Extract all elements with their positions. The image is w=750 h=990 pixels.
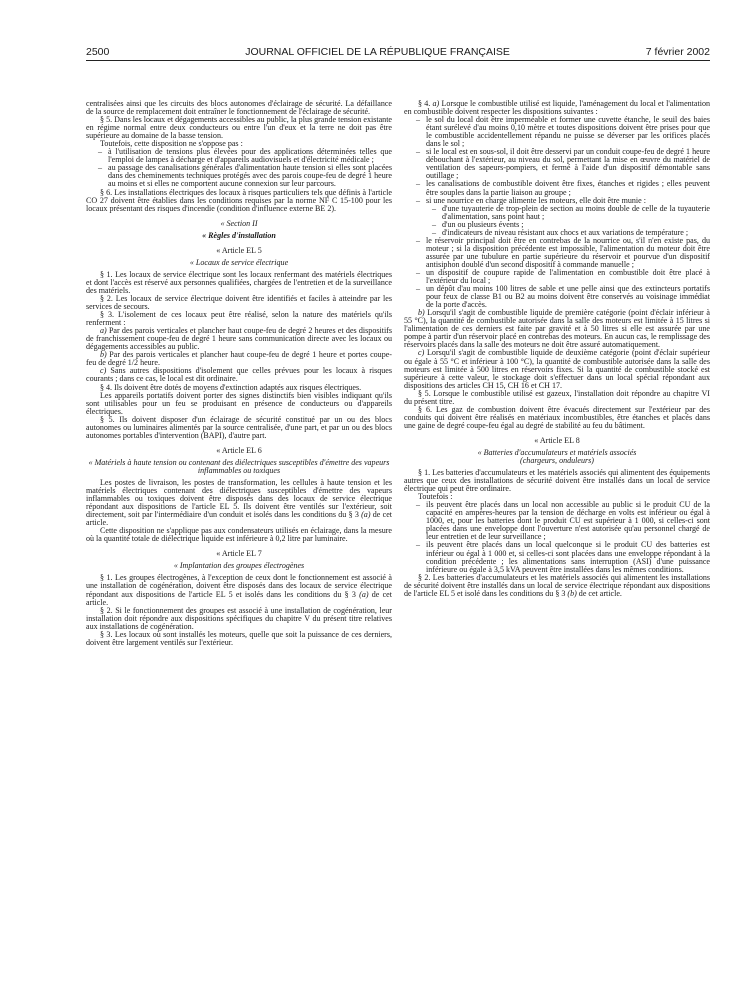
paragraph-text: Lorsque le combustible utilisé est liquide, l'aménagement du local et l'alimentation en combustible doivent respecter les dispositions suivantes : [404,99,710,117]
paragraph: Toutefois : [418,492,453,502]
paragraph: § 3. Les locaux où sont installés les moteurs, quelle que soit la puissance de ces derniers, doivent être largement ventilés sur l'extérieur. [86,629,392,647]
item-label: c) [100,366,107,376]
left-column [86,100,392,647]
article-heading: « Article EL 5 [216,245,262,255]
paragraph-ref: (a) [358,510,371,520]
item-text: Lorsqu'il s'agit de combustible liquide de deuxième catégorie (point d'éclair supérieur ou égale à 55 °C et inférieur à 100 °C), la quantité de combustible autorisée dans la salle des moteurs est limitée à 500 litres en réservoirs fixes. Si la quantité de combustible stocké est supérieure à cette valeur, le stockage doit s'effectuer dans un local spécial répondant aux dispositions des articles CH 15, CH 16 et CH 17. [404,348,710,390]
article-heading: « Article EL 8 [534,435,580,445]
article-title: « Batteries d'accumulateurs et matériels associés [477,447,637,457]
right-column [404,100,710,647]
paragraph: § 5. Dans les locaux et dégagements accessibles au public, la plus grande tension existante en régime normal entre deux conducteurs ou entre l'un d'eux et la terre ne doit pas être supérieure au domaine de la basse tension. [86,115,392,141]
paragraph: § 3. L'isolement de ces locaux peut être réalisé, selon la nature des matériels qu'ils renferment : [86,310,392,328]
paragraph-text: § 1. Les groupes électrogènes, à l'exception de ceux dont le fonctionnement est associé à une installation de cogénération, doivent être disposés dans des locaux de service électrique répondant aux dispositions de l'article EL 5 et isolés dans les conditions du § 3 [86,573,392,599]
article-title: « Matériels à haute tension ou contenant des diélectriques susceptibles d'émettre des vapeurs inflammables ou toxiques [88,457,390,475]
list-item: – le réservoir principal doit être en contrebas de la nourrice ou, s'il n'en existe pas, du moteur ; si la disposition précédente est impossible, l'alimentation du moteur doit être assurée par une tubulure en partie supérieure du réservoir et pourvue d'un dispositif antisiphon doublé d'un second dispositif à commande manuelle ; [418,237,710,269]
paragraph: § 1. Les locaux de service électrique sont les locaux renfermant des matériels électriques et dont l'accès est réservé aux personnes qualifiées, chargées de l'entretien et de la surveillance des matériels. [86,269,392,295]
item-label: a) [430,99,440,108]
list-item: – d'indicateurs de niveau résistant aux chocs et aux variations de température ; [434,229,710,237]
list-item: – les canalisations de combustible doivent être fixes, étanches et rigides ; elles peuvent être souples dans la partie liaison au groupe ; [418,180,710,196]
list-item: – d'un ou plusieurs évents ; [434,221,710,229]
paragraph [404,349,710,389]
publication-date: 7 février 2002 [645,46,710,58]
paragraph [404,574,710,598]
paragraph [86,367,392,383]
list-item: – un dépôt d'au moins 100 litres de sable et une pelle ainsi que des extincteurs portatifs pour feux de classe B1 ou B2 au moins doivent être conservés au voisinage immédiat de la porte d'accès. [418,285,710,309]
nested-dash-list [426,205,710,237]
two-column-body [86,100,710,647]
paragraph-text: § 2. Les batteries d'accumulateurs et les matériels associés qui alimentent les installations de sécurité doivent être installés dans un local de service électrique répondant aux dispositions de l'article EL 5 et isolé dans les conditions du § 3 [404,572,710,598]
paragraph: § 1. Les batteries d'accumulateurs et les matériels associés qui alimentent des équipements autres que ceux des installations de sécurité doivent être installés dans un local de service électrique qui peut être ordinaire. [404,468,710,494]
paragraph: centralisées ainsi que les circuits des blocs autonomes d'éclairage de sécurité. La défaillance de la source de remplacement doit entraîner le fonctionnement de l'éclairage de sécurité. [86,99,392,117]
paragraph-ref: (a) [355,589,369,599]
page-number: 2500 [86,46,110,58]
list-item-text: si une nourrice en charge alimente les moteurs, elle doit être munie : [426,195,646,205]
dash-list [86,148,392,188]
list-item: – le sol du local doit être imperméable et former une cuvette étanche, le seuil des baies étant surélevé d'au moins 0,10 mètre et toutes dispositions doivent être prises pour que le combustible accidentellement répandu ne puisse se déverser par les orifices placés dans le sol ; [418,116,710,148]
paragraph: § 2. Les locaux de service électrique doivent être identifiés et faciles à atteindre par les services de secours. [86,293,392,312]
item-label: a) [100,326,107,336]
list-item: – un dispositif de coupure rapide de l'alimentation en combustible doit être placé à l'extérieur du local ; [418,269,710,285]
paragraph-end: de cet article. [86,589,392,607]
article-title: « Locaux de service électrique [189,257,289,267]
paragraph: § 5. Ils doivent disposer d'un éclairage de sécurité constitué par un ou des blocs autonomes ou luminaires alimentés par la source centralisée, d'une part, et par un ou des blocs autonomes portables d'intervention (BAPI), d'autre part. [86,414,392,440]
list-item: – à l'utilisation de tensions plus élevées pour des applications déterminées telles que l'emploi de lampes à décharge et d'appareils audiovisuels et d'électricité médicale ; [100,148,392,164]
paragraph-ref: (b) [565,588,577,598]
article-heading: « Article EL 6 [216,445,262,455]
item-text: Lorsqu'il s'agit de combustible liquide de première catégorie (point d'éclair inférieur à 55 °C), la quantité de combustible autorisée dans la salle des moteurs est limitée à 15 litres si l'alimentation de ces derniers est faite par gravité et à 50 litres si elle est assurée par une pompe à partir d'un réservoir placé en contrebas des moteurs. En aucun cas, le remplissage des réservoirs placés dans la salle des moteurs ne doit être assuré automatiquement. [404,308,710,350]
paragraph [86,351,392,367]
paragraph [404,100,710,116]
list-item: – d'une tuyauterie de trop-plein de section au moins double de celle de la tuyauterie d'alimentation, sans point haut ; [434,205,710,221]
list-item: – au passage des canalisations générales d'alimentation haute tension si elles sont placées dans des cheminements techniques protégés avec des parois coupe-feu de degré 1 heure au moins et si elles ne comportent aucune connexion sur leur parcours. [100,164,392,188]
dash-list [404,116,710,309]
paragraph: § 5. Lorsque le combustible utilisé est gazeux, l'installation doit répondre au chapitre VI du présent titre. [404,388,710,406]
paragraph: § 6. Les gaz de combustion doivent être évacués directement sur l'extérieur par des conduits qui doivent être réalisés en matériaux incombustibles, être étanches et placés dans une gaine de degré coupe-feu égal au degré de stabilité au feu du bâtiment. [404,404,710,430]
item-label: b) [100,350,107,360]
list-item: – ils peuvent être placés dans un local non accessible au public si le produit CU de la capacité en ampères-heures par la tension de décharge en volts est inférieur ou égal à 1000, et, pour les batteries dont le produit CU est supérieur à 1 000, si celles-ci sont placées dans une enveloppe dont l'ouverture n'est autorisée qu'au personnel chargé de leur entretien et de leur surveillance ; [418,501,710,541]
paragraph [86,574,392,606]
paragraph: § 6. Les installations électriques des locaux à risques particuliers tels que définis à l'article CO 27 doivent être établies dans les conditions requises par la norme NF C 15-100 pour les locaux présentant des risques d'incendie (condition d'influence externe BE 2). [86,187,392,213]
article-heading: « Article EL 7 [216,549,262,559]
item-label: b) [418,308,425,318]
paragraph [86,327,392,351]
paragraph: Toutefois, cette disposition ne s'oppose pas : [100,139,243,149]
item-label: c) [418,348,425,358]
paragraph-end: de cet article. [86,510,392,528]
article-title: « Implantation des groupes électrogènes [173,561,305,571]
journal-title: JOURNAL OFFICIEL DE LA RÉPUBLIQUE FRANÇAISE [245,46,510,58]
list-item: – si le local est en sous-sol, il doit être desservi par un conduit coupe-feu de degré 1 heure débouchant à l'extérieur, au niveau du sol, permettant la mise en œuvre du matériel de ventilation des sapeurs-pompiers, et fermé à l'aide d'un dispositif démontable sans outillage ; [418,148,710,180]
article-subtitle: (chargeurs, onduleurs) [520,456,594,466]
list-item: – ils peuvent être placés dans un local quelconque si le produit CU des batteries est inférieur ou égal à 1 000 et, si celles-ci sont placées dans une enveloppe répondant à la condition précédente ; les alimentations sans interruption (ASI) d'une puissance inférieure ou égale à 3,5 kVA peuvent être installées dans les mêmes conditions. [418,541,710,573]
paragraph-text: Les postes de livraison, les postes de transformation, les cellules à haute tension et les matériels électriques contenant des diélectriques susceptibles d'émettre des vapeurs inflammables ou toxiques doivent être disposés dans des locaux de service électrique répondant aux dispositions de l'article EL 5. Ils doivent être ventilés sur l'extérieur, soit directement, soit par l'intermédiaire d'un conduit et isolés dans les conditions du § 3 [86,477,392,520]
page-header [86,46,710,61]
paragraph: § 2. Si le fonctionnement des groupes est associé à une installation de cogénération, leur installation doit répondre aux dispositions spécifiques du chapitre V du présent titre relatives aux installations de cogénération. [86,605,392,631]
paragraph [86,479,392,527]
paragraph [404,309,710,349]
item-text: Par des parois verticales et plancher haut coupe-feu de degré 1 heure et portes coupe-feu de degré 1/2 heure. [86,350,392,368]
list-item [418,197,710,237]
paragraph-number: § 4. [418,99,431,108]
paragraph: Cette disposition ne s'applique pas aux condensateurs utilisés en éclairage, dans la mesure où la quantité totale de diélectrique liquide est inférieure à 0,2 litre par luminaire. [86,526,392,544]
paragraph: Les appareils portatifs doivent porter des signes distinctifs bien visibles indiquant qu'ils sont utilisables pour un feu se produisant en présence de conducteurs ou d'appareils électriques. [86,390,392,416]
dash-list [404,501,710,573]
item-text: Par des parois verticales et plancher haut coupe-feu de degré 2 heures et des dispositifs de franchissement coupe-feu de degré 1 heure sans communication directe avec les locaux ou dégagements accessibles au public. [86,326,392,352]
paragraph: § 4. Ils doivent être dotés de moyens d'extinction adaptés aux risques électriques. [100,382,362,392]
section-title: « Règles d'installation [202,230,276,240]
paragraph-end: de cet article. [576,588,622,598]
section-heading: « Section II [220,218,258,228]
item-text: Sans autres dispositions d'isolement que celles prévues pour les locaux à risques courants ; dans ce cas, le local est dit ordinaire. [86,366,392,384]
